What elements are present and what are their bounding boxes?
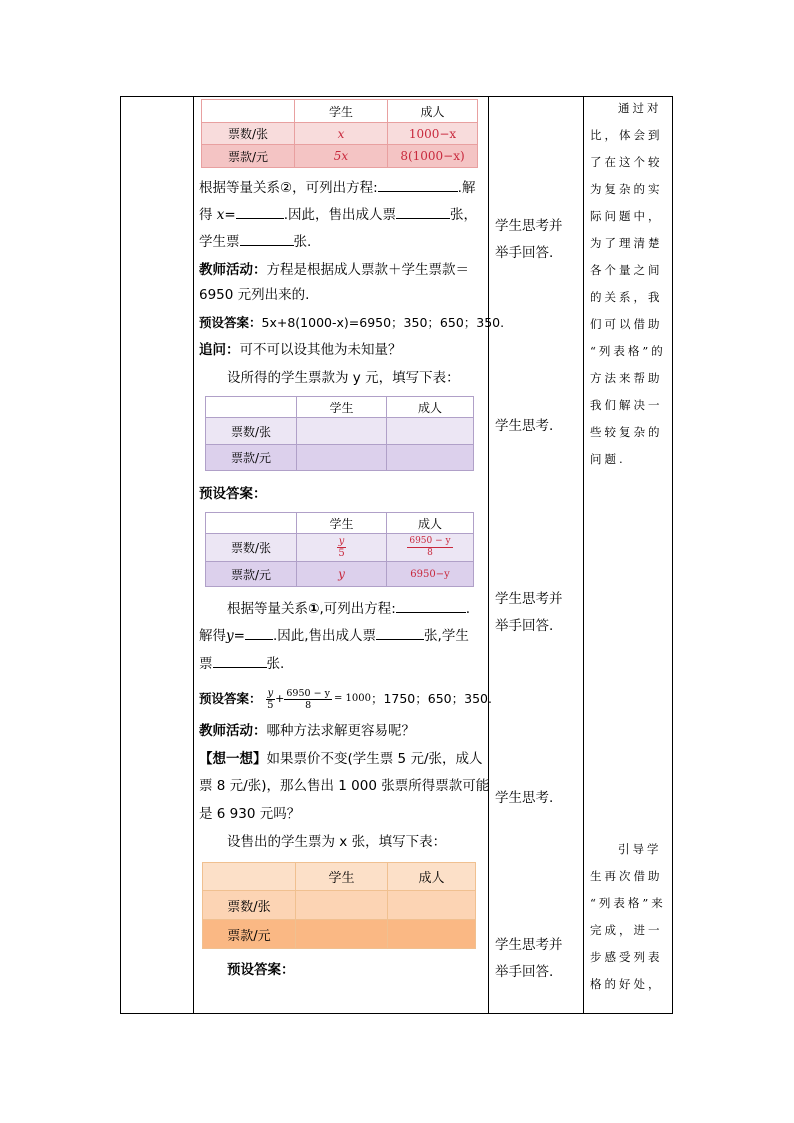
paragraph-equation-2-line2: 得 x= .因此，售出成人票 张， bbox=[199, 207, 478, 223]
header-adult: 成人 bbox=[388, 863, 476, 891]
answer-blank bbox=[396, 206, 450, 219]
cell-adult-money: 6950−y bbox=[387, 562, 474, 587]
teacher-activity: 教师活动：哪种方法求解更容易呢？ bbox=[199, 723, 415, 739]
cell-student-count: $\frac{y}{5}$ bbox=[297, 534, 387, 562]
answer-blank bbox=[376, 627, 424, 640]
fill-cell[interactable] bbox=[387, 418, 474, 445]
preset-answer: 预设答案：5x+8(1000-x)=6950；350；650；350. bbox=[199, 315, 505, 330]
paragraph-equation-1-line2: 解得y= .因此,售出成人票 张,学生 bbox=[199, 628, 469, 644]
setup-x-instruction: 设售出的学生票为 x 张，填写下表： bbox=[227, 834, 447, 850]
cell-student-money: y bbox=[297, 562, 387, 587]
student-activity: 学生思考. bbox=[495, 790, 554, 806]
ticket-table-x bbox=[201, 99, 478, 168]
header-student: 学生 bbox=[296, 863, 388, 891]
answer-blank bbox=[240, 233, 294, 246]
cell-adult-count: 1000−x bbox=[388, 123, 478, 145]
preset-answer-equation: 预设答案： $\frac{y}{5}$ + $\frac{6950 - y}{8}$ = 1000 ；1750；650；350. bbox=[199, 687, 492, 711]
paragraph-equation-2: 根据等量关系②，可列出方程: .解 bbox=[199, 180, 476, 196]
answer-blank bbox=[378, 179, 458, 192]
fill-cell[interactable] bbox=[387, 445, 474, 471]
header-adult: 成人 bbox=[388, 100, 478, 123]
student-activity: 举手回答. bbox=[495, 245, 554, 261]
paragraph-equation-1: 根据等量关系①,可列出方程: . bbox=[227, 601, 471, 617]
answer-blank bbox=[213, 655, 267, 668]
ticket-table-y-empty bbox=[205, 396, 474, 471]
header-student: 学生 bbox=[297, 513, 387, 534]
column-divider bbox=[583, 97, 584, 1013]
think-about-it-line3: 是 6 930 元吗？ bbox=[199, 806, 301, 822]
fill-cell[interactable] bbox=[388, 891, 476, 920]
student-activity: 举手回答. bbox=[495, 618, 554, 634]
cell-student-count: x bbox=[295, 123, 388, 145]
answer-blank bbox=[236, 206, 284, 219]
follow-up-question: 追问：可不可以设其他为未知量？ bbox=[199, 342, 402, 358]
ticket-table-x-empty bbox=[202, 862, 476, 949]
answer-blank bbox=[396, 600, 466, 613]
preset-answer-label: 预设答案： bbox=[227, 962, 295, 978]
row-label: 票数/张 bbox=[206, 418, 297, 445]
fill-cell[interactable] bbox=[388, 920, 476, 949]
teacher-activity-line2: 6950 元列出来的. bbox=[199, 287, 310, 303]
row-label: 票数/张 bbox=[202, 123, 295, 145]
teacher-activity: 教师活动：方程是根据成人票款＋学生票款＝ bbox=[199, 262, 469, 278]
row-label: 票数/张 bbox=[203, 891, 296, 920]
paragraph-equation-1-line3: 票 张. bbox=[199, 656, 285, 672]
row-label: 票款/元 bbox=[202, 145, 295, 168]
cell-adult-money: 8(1000−x) bbox=[388, 145, 478, 168]
fill-cell[interactable] bbox=[296, 920, 388, 949]
paragraph-equation-2-line3: 学生票 张. bbox=[199, 234, 312, 250]
column-divider bbox=[193, 97, 194, 1013]
fill-cell[interactable] bbox=[297, 418, 387, 445]
row-label: 票款/元 bbox=[203, 920, 296, 949]
cell-student-money: 5x bbox=[295, 145, 388, 168]
design-intent-1: 通过对 比，体会到 了在这个较 为复杂的实 际问题中， 为了理清楚 各个量之间 的关系，我 们可以借助 “列表格”的 方法来帮助 我们解决一 些较复杂的 问题. bbox=[590, 101, 666, 466]
fill-cell[interactable] bbox=[297, 445, 387, 471]
student-activity: 学生思考. bbox=[495, 418, 554, 434]
student-activity: 学生思考并 bbox=[495, 218, 563, 234]
answer-blank bbox=[245, 627, 273, 640]
design-intent-2: 引导学 生再次借助 “列表格”来 完成，进一 步感受列表 格的好处， bbox=[590, 842, 666, 991]
header-student: 学生 bbox=[297, 397, 387, 418]
header-student: 学生 bbox=[295, 100, 388, 123]
row-label: 票款/元 bbox=[206, 445, 297, 471]
student-activity: 学生思考并 bbox=[495, 937, 563, 953]
think-about-it: 【想一想】如果票价不变(学生票 5 元/张，成人 bbox=[199, 751, 483, 767]
ticket-table-y-answer bbox=[205, 512, 474, 587]
header-adult: 成人 bbox=[387, 513, 474, 534]
student-activity: 举手回答. bbox=[495, 964, 554, 980]
row-label: 票款/元 bbox=[206, 562, 297, 587]
setup-y-instruction: 设所得的学生票款为 y 元，填写下表： bbox=[227, 370, 460, 386]
student-activity: 学生思考并 bbox=[495, 591, 563, 607]
think-about-it-line2: 票 8 元/张)，那么售出 1 000 张票所得票款可能 bbox=[199, 778, 490, 794]
preset-answer-label: 预设答案： bbox=[199, 486, 267, 502]
fill-cell[interactable] bbox=[296, 891, 388, 920]
cell-adult-count: $\frac{6950 - y}{8}$ bbox=[387, 534, 474, 562]
header-adult: 成人 bbox=[387, 397, 474, 418]
column-divider bbox=[488, 97, 489, 1013]
row-label: 票数/张 bbox=[206, 534, 297, 562]
